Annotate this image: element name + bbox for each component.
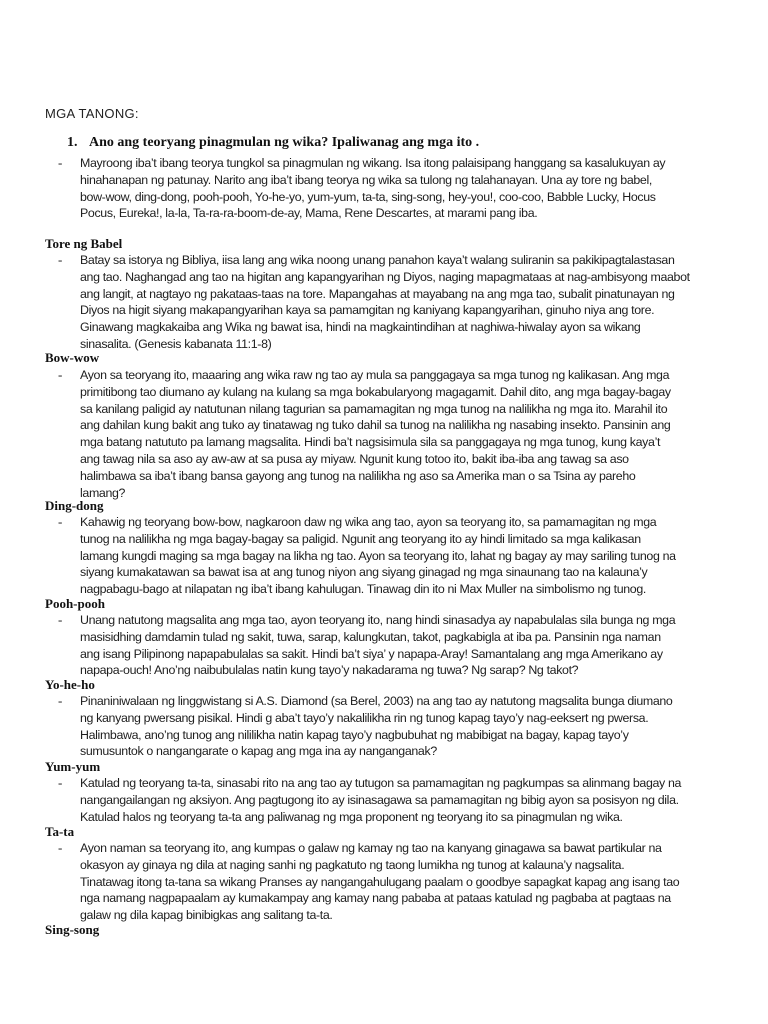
section-title-sing-song: Sing-song bbox=[45, 922, 100, 937]
bullet-dash: - bbox=[58, 693, 63, 708]
paragraph-line: napapa-ouch! Ano’ng naibubulalas natin kung tayo’y nakadarama ng tuwa? Ng sarap? Ng takot? bbox=[80, 663, 579, 678]
paragraph-line: Halimbawa, ano’ng tunog ang nililikha natin kapag tayo’y nagbubuhat ng mabibigat na bagay, kapag tayo’y bbox=[80, 727, 629, 742]
section-title-yum-yum: Yum-yum bbox=[45, 759, 101, 774]
question-number: 1. bbox=[67, 135, 78, 150]
bullet-dash: - bbox=[58, 514, 63, 529]
paragraph-line: ang dahilan kung bakit ang tuko ay tinatawag ng tuko dahil sa tunog na nalilikha ng nasabing insekto. Pansinin ang bbox=[80, 418, 671, 433]
section-title-ding-dong: Ding-dong bbox=[45, 498, 104, 513]
paragraph-line: nagpabagu-bago at nilapatan ng iba’t ibang kahulugan. Tinawag din ito ni Max Muller na simbolismo ng tunog. bbox=[80, 582, 646, 597]
section-paragraph bbox=[80, 693, 728, 760]
intro-paragraph bbox=[80, 155, 728, 222]
paragraph-line: nangangailangan ng aksiyon. Ang pagtugong ito ay isinasagawa sa pamamagitan ng bibig ayon sa posisyon ng dila. bbox=[80, 792, 679, 807]
section-paragraph bbox=[80, 775, 728, 825]
paragraph-line: Katulad ng teoryang ta-ta, sinasabi rito na ang tao ay tutugon sa pamamagitan ng pagkumpas sa alinmang bagay na bbox=[80, 776, 682, 790]
section-paragraph bbox=[80, 840, 728, 924]
paragraph-line: galaw ng dila kapag binibigkas ang salitang ta-ta. bbox=[80, 908, 333, 923]
paragraph-line: bow-wow, ding-dong, pooh-pooh, Yo-he-yo, yum-yum, ta-ta, sing-song, hey-you!, coo-coo, Babble Lucky, Hocus bbox=[80, 189, 656, 204]
paragraph-line: Ayon naman sa teoryang ito, ang kumpas o galaw ng kamay ng tao na kanyang ginagawa sa bawat partikular na bbox=[80, 841, 662, 855]
paragraph-line: Tinatawag itong ta-tana sa wikang Pranses ay nangangahulugang paalam o goodbye sapagkat kapag ang isang tao bbox=[80, 874, 680, 889]
section-title-ta-ta: Ta-ta bbox=[45, 824, 75, 839]
paragraph-line: siyang kumakatawan sa bawat isa at ang tunog niyon ang siyang ginagad ng mga sinaunang tao na kalauna’y bbox=[80, 565, 648, 580]
section-title-bow-wow: Bow-wow bbox=[45, 350, 100, 365]
paragraph-line: Katulad halos ng teoryang ta-ta ang paliwanag ng mga proponent ng teoryang ito sa pinagmulan ng wika. bbox=[80, 809, 623, 824]
paragraph-line: Pocus, Eureka!, la-la, Ta-ra-ra-boom-de-ay, Mama, Rene Descartes, at marami pang iba. bbox=[80, 206, 538, 221]
paragraph-line: lamang? bbox=[80, 485, 126, 500]
paragraph-line: Diyos na higit siyang makapangyarihan kaya sa pamamgitan ng kaniyang kapangyarihan, ginuho niya ang tore. bbox=[80, 303, 655, 318]
paragraph-line: ang tao. Naghangad ang tao na higitan ang kapangyarihan ng Diyos, naging mapagmataas at nag-ambisyong maabot bbox=[80, 269, 690, 284]
question-1 bbox=[67, 135, 479, 151]
section-paragraph bbox=[80, 612, 728, 679]
paragraph-line: sa kanilang paligid ay natutunan nilang tagurian sa pamamagitan ng mga tunog na nalilikha ng mga ito. Marahil ito bbox=[80, 401, 668, 416]
section-paragraph bbox=[80, 367, 728, 501]
bullet-dash: - bbox=[58, 840, 63, 855]
paragraph-line: halimbawa sa iba’t ibang bansa gayong ang tunog na nalilikha ng aso sa Amerika man o sa Tsina ay pareho bbox=[80, 468, 636, 483]
paragraph-line: Ayon sa teoryang ito, maaaring ang wika raw ng tao ay mula sa panggagaya sa mga tunog ng kalikasan. Ang mga bbox=[80, 368, 670, 382]
page-heading: MGA TANONG: bbox=[45, 106, 139, 121]
paragraph-line: mga batang natututo pa lamang magsalita. Hindi ba’t nagsisimula sila sa panggagaya ng mga tunog, kung kaya’t bbox=[80, 435, 661, 450]
bullet-dash: - bbox=[58, 155, 63, 170]
paragraph-line: ang isang Pilipinong napapabulalas sa sakit. Hindi ba’t siya’ y napapa-Aray! Samantalang ang mga Amerikano ay bbox=[80, 646, 663, 661]
bullet-dash: - bbox=[58, 252, 63, 267]
paragraph-line: sumusuntok o nangangarate o kapag ang mga ina ay nanganganak? bbox=[80, 744, 437, 759]
bullet-dash: - bbox=[58, 612, 63, 627]
paragraph-line: Unang natutong magsalita ang mga tao, ayon teoryang ito, nang hindi sinasadya ay napabulalas sila bunga ng mga bbox=[80, 613, 676, 627]
paragraph-line: primitibong tao diumano ay kulang na kulang sa mga bokabularyong magagamit. Dahil dito, ang mga bagay-bagay bbox=[80, 384, 671, 399]
paragraph-line: Mayroong iba’t ibang teorya tungkol sa pinagmulan ng wikang. Isa itong palaisipang hanggang sa kasalukuyan ay bbox=[80, 156, 666, 170]
paragraph-line: masisidhing damdamin tulad ng sakit, tuwa, sarap, kalungkutan, takot, pagkabigla at iba pa. Pansinin nga naman bbox=[80, 629, 661, 644]
section-paragraph bbox=[80, 252, 728, 353]
paragraph-line: ang tawag nila sa aso ay aw-aw at sa pusa ay miyaw. Ngunit kung totoo ito, bakit iba-iba ang tawag sa aso bbox=[80, 451, 629, 466]
paragraph-line: nga namang nagpapaalam ay kumakampay ang kamay nang pababa at pataas katulad ng pagbaba at pagtaas na bbox=[80, 891, 671, 906]
section-title-pooh-pooh: Pooh-pooh bbox=[45, 596, 105, 611]
paragraph-line: Ginawang magkakaiba ang Wika ng bawat isa, hindi na magkaintindihan at naghiwa-hiwalay ayon sa wikang bbox=[80, 320, 641, 335]
paragraph-line: tunog na nalilikha ng mga bagay-bagay sa paligid. Ngunit ang teoryang ito ay hindi limitado sa mga kalikasan bbox=[80, 531, 641, 546]
paragraph-line: ng kanyang pwersang pisikal. Hindi g aba’t tayo’y nakalilikha rin ng tunog kapag tayo’y nag-eeksert ng pwersa. bbox=[80, 710, 649, 725]
paragraph-line: sinasalita. (Genesis kabanata 11:1-8) bbox=[80, 336, 272, 351]
bullet-dash: - bbox=[58, 775, 63, 790]
section-title-yo-he-ho: Yo-he-ho bbox=[45, 677, 95, 692]
paragraph-line: ang langit, at nagtayo ng pakataas-taas na tore. Mapangahas at mayabang na ang mga tao, subalit pinatunayan ng bbox=[80, 286, 675, 301]
section-title-tore-ng-babel: Tore ng Babel bbox=[45, 236, 123, 251]
paragraph-line: hinahanapan ng patunay. Narito ang iba’t ibang teorya ng wika sa tulong ng talahanayan. Una ay tore ng babel, bbox=[80, 172, 652, 187]
paragraph-line: Batay sa istorya ng Bibliya, iisa lang ang wika noong unang panahon kaya’t walang suliranin sa pakikipagtalastasan bbox=[80, 253, 675, 267]
question-text: Ano ang teoryang pinagmulan ng wika? Ipaliwanag ang mga ito . bbox=[89, 135, 480, 150]
section-paragraph bbox=[80, 514, 728, 598]
paragraph-line: Kahawig ng teoryang bow-bow, nagkaroon daw ng wika ang tao, ayon sa teoryang ito, sa pamamagitan ng mga bbox=[80, 515, 657, 529]
bullet-dash: - bbox=[58, 367, 63, 382]
paragraph-line: lamang kungdi maging sa mga bagay na likha ng tao. Ayon sa teoryang ito, lahat ng bagay ay may sariling tunog na bbox=[80, 548, 676, 563]
paragraph-line: okasyon ay ginaya ng dila at naging sanhi ng pagkatuto ng taong lumikha ng tunog at kalauna’y nagsalita. bbox=[80, 857, 625, 872]
paragraph-line: Pinaniniwalaan ng linggwistang si A.S. Diamond (sa Berel, 2003) na ang tao ay natutong magsalita bunga diumano bbox=[80, 694, 673, 708]
